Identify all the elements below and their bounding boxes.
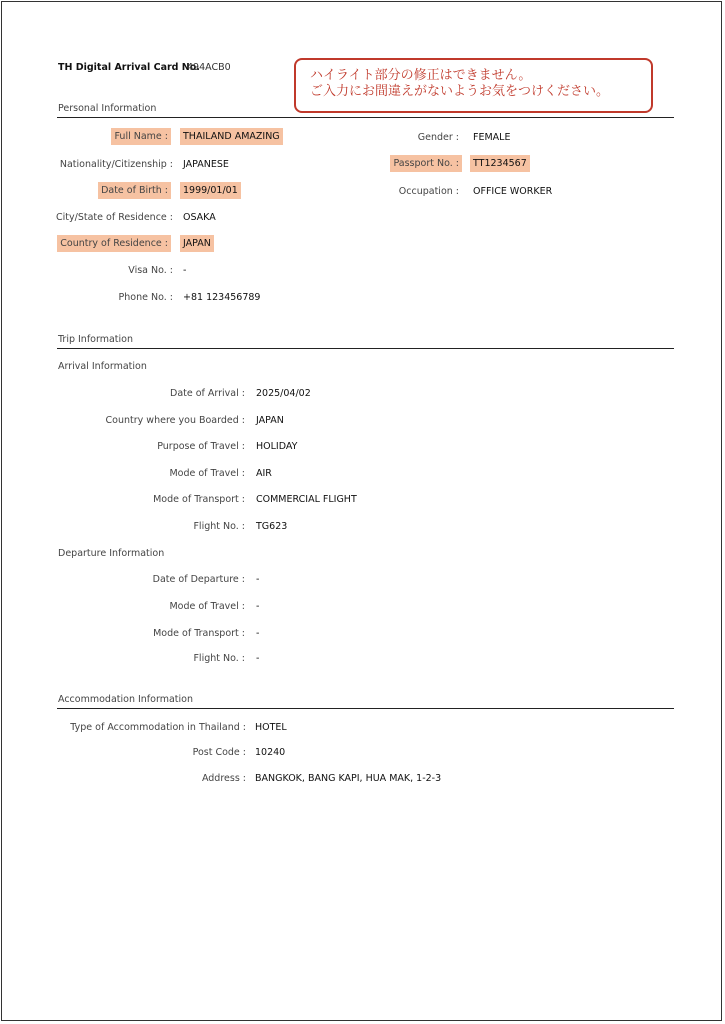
departure-mode-of-transport-label: Mode of Transport : [153, 628, 245, 639]
city-label: City/State of Residence : [56, 212, 173, 223]
gender-label: Gender : [417, 132, 459, 143]
section-personal-information: Personal Information [58, 103, 157, 114]
passport-value: TT1234567 [470, 155, 530, 172]
boarded-value: JAPAN [256, 415, 284, 426]
accommodation-type-label: Type of Accommodation in Thailand : [70, 722, 246, 733]
departure-mode-of-travel-label: Mode of Travel : [169, 601, 245, 612]
mode-of-transport-value: COMMERCIAL FLIGHT [256, 494, 357, 505]
departure-mode-of-transport-value: - [256, 628, 260, 639]
address-value: BANGKOK, BANG KAPI, HUA MAK, 1-2-3 [255, 773, 442, 784]
nationality-value: JAPANESE [183, 159, 229, 170]
nationality-label: Nationality/Citizenship : [59, 159, 173, 170]
section-divider [57, 117, 674, 118]
mode-of-transport-label: Mode of Transport : [153, 494, 245, 505]
country-label: Country of Residence : [57, 235, 171, 252]
city-value: OSAKA [183, 212, 216, 223]
phone-label: Phone No. : [118, 292, 173, 303]
section-accommodation-information: Accommodation Information [58, 694, 193, 705]
card-title: TH Digital Arrival Card No. [58, 62, 200, 73]
purpose-value: HOLIDAY [256, 441, 298, 452]
visa-label: Visa No. : [128, 265, 173, 276]
occupation-label: Occupation : [398, 186, 459, 197]
occupation-value: OFFICE WORKER [473, 186, 553, 197]
address-label: Address : [201, 773, 246, 784]
passport-label: Passport No. : [390, 155, 462, 172]
full-name-label: Full Name : [111, 128, 171, 145]
mode-of-travel-value: AIR [256, 468, 272, 479]
flight-no-label: Flight No. : [193, 521, 245, 532]
departure-flight-no-label: Flight No. : [193, 653, 245, 664]
post-code-label: Post Code : [192, 747, 246, 758]
departure-mode-of-travel-value: - [256, 601, 260, 612]
mode-of-travel-label: Mode of Travel : [169, 468, 245, 479]
boarded-label: Country where you Boarded : [105, 415, 245, 426]
arrival-date-label: Date of Arrival : [170, 388, 245, 399]
card-number: 494ACB0 [187, 62, 231, 73]
subsection-departure-information: Departure Information [58, 548, 165, 559]
visa-value: - [183, 265, 187, 276]
section-divider [57, 708, 674, 709]
post-code-value: 10240 [255, 747, 286, 758]
phone-value: +81 123456789 [183, 292, 261, 303]
section-trip-information: Trip Information [58, 334, 133, 345]
departure-date-value: - [256, 574, 260, 585]
departure-flight-no-value: - [256, 653, 260, 664]
notice-box [294, 58, 653, 113]
section-divider [57, 348, 674, 349]
arrival-date-value: 2025/04/02 [256, 388, 311, 399]
full-name-value: THAILAND AMAZING [180, 128, 283, 145]
gender-value: FEMALE [473, 132, 511, 143]
dob-value: 1999/01/01 [180, 182, 241, 199]
dob-label: Date of Birth : [98, 182, 171, 199]
notice-line-1: ハイライト部分の修正はできません。 [310, 68, 532, 83]
accommodation-type-value: HOTEL [255, 722, 287, 733]
subsection-arrival-information: Arrival Information [58, 361, 147, 372]
notice-line-2: ご入力にお間違えがないようお気をつけください。 [310, 84, 610, 99]
arrival-card-page [1, 1, 722, 1021]
purpose-label: Purpose of Travel : [157, 441, 245, 452]
departure-date-label: Date of Departure : [152, 574, 245, 585]
flight-no-value: TG623 [256, 521, 288, 532]
country-value: JAPAN [180, 235, 214, 252]
